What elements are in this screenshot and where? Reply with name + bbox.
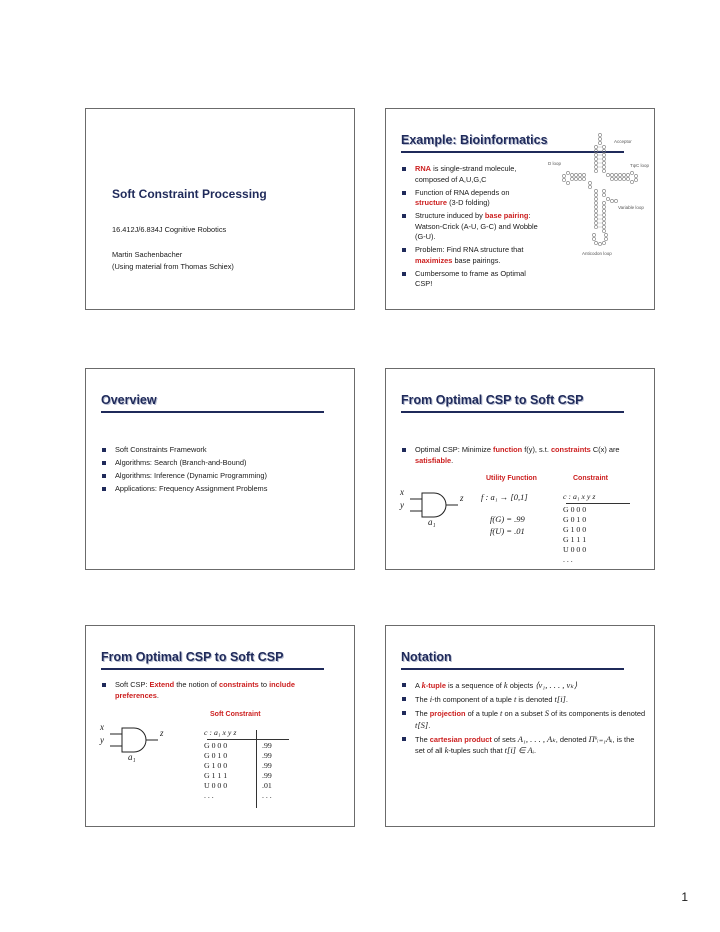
fig-label-tpcloop: TψC loop (630, 163, 649, 168)
gate-output-z: z (460, 493, 464, 503)
slide-heading: Notation (401, 650, 452, 664)
bullet-item: Soft Constraints Framework (102, 445, 332, 456)
utility-def: f : a₁ → [0,1] (481, 492, 528, 502)
heading-rule (401, 668, 624, 670)
page-number: 1 (681, 890, 688, 904)
bullet-item: Applications: Frequency Assignment Problems (102, 484, 332, 495)
heading-rule (401, 411, 624, 413)
bullet-item: Soft CSP: Extend the notion of constraints to include preferences. (102, 680, 327, 701)
gate-output-z: z (160, 728, 164, 738)
table-value: .99 (262, 771, 272, 780)
utility-fg: f(G) = .99 (490, 514, 525, 524)
table-value: . . . (262, 791, 272, 800)
slide-bioinformatics (385, 108, 655, 310)
gate-input-x: x (400, 487, 404, 497)
gate-input-y: y (400, 500, 404, 510)
bullet-item: Optimal CSP: Minimize function f(y), s.t. constraints C(x) are satisfiable. (402, 445, 627, 466)
slide-heading: From Optimal CSP to Soft CSP (401, 393, 584, 407)
constraint-header: c : a₁ x y z (563, 492, 596, 501)
table-row: G 1 1 1 (563, 535, 587, 544)
bullet-item: A k-tuple is a sequence of k objects ⟨v₁, . . . , vₖ⟩ (402, 680, 646, 692)
table-row: . . . (563, 555, 573, 564)
gate-input-x: x (100, 722, 104, 732)
table-value: .99 (262, 751, 272, 760)
utility-function-label: Utility Function (486, 475, 537, 482)
constraint-label: Constraint (573, 475, 608, 482)
course-label: 16.412J/6.834J Cognitive Robotics (112, 225, 227, 234)
bullet-item: Cumbersome to frame as Optimal CSP! (402, 269, 542, 290)
gate-label-a1: a₁ (428, 517, 436, 527)
table-row: G 1 1 1 (204, 771, 228, 780)
slide-optimal-to-soft (385, 368, 655, 570)
bullet-item: The cartesian product of sets A₁, . . . , Aₖ, denoted Πᵏᵢ₌₁Aᵢ, is the set of all k-tuples such that t[i] ∈ Aᵢ. (402, 734, 646, 757)
table-row: G 0 1 0 (204, 751, 228, 760)
soft-constraint-label: Soft Constraint (210, 711, 261, 718)
slide-heading: Example: Bioinformatics (401, 133, 548, 147)
bullet-item: Algorithms: Search (Branch-and-Bound) (102, 458, 332, 469)
slide-notation (385, 625, 655, 827)
table-vertical-divider (256, 730, 257, 808)
heading-rule (101, 668, 324, 670)
table-value: .99 (262, 741, 272, 750)
gate-label-a1: a₁ (128, 752, 136, 762)
heading-rule (101, 411, 324, 413)
slide-title (85, 108, 355, 310)
constraint-header: c : a₁ x y z (204, 728, 237, 737)
table-row: G 0 0 0 (204, 741, 228, 750)
table-divider (566, 503, 630, 504)
fig-label-anticodon: Anticodon loop (582, 251, 612, 256)
slide-main-title: Soft Constraint Processing (112, 187, 267, 201)
table-row: U 0 0 0 (563, 545, 587, 554)
fig-label-variable: Variable loop (618, 205, 644, 210)
bullet-item: Problem: Find RNA structure that maximizes base pairings. (402, 245, 542, 266)
table-value: .01 (262, 781, 272, 790)
slide-soft-constraint (85, 625, 355, 827)
table-row: G 1 0 0 (563, 525, 587, 534)
gate-input-y: y (100, 735, 104, 745)
table-row: . . . (204, 791, 214, 800)
bullet-item: Structure induced by base pairing: Watson-Crick (A-U, G-C) and Wobble (G-U). (402, 211, 542, 243)
table-row: G 0 0 0 (563, 505, 587, 514)
bullet-list (402, 445, 627, 469)
credit-label: (Using material from Thomas Schiex) (112, 262, 234, 271)
fig-label-acceptor: Acceptor (614, 139, 632, 144)
utility-fu: f(U) = .01 (490, 526, 525, 536)
fig-label-dloop: D loop (548, 161, 562, 166)
slide-heading: From Optimal CSP to Soft CSP (101, 650, 284, 664)
bullet-item: The i-th component of a tuple t is denoted t[i]. (402, 694, 646, 706)
bullet-item: Function of RNA depends on structure (3-D folding) (402, 188, 542, 209)
bullet-item: Algorithms: Inference (Dynamic Programming) (102, 471, 332, 482)
table-divider (207, 739, 289, 740)
slide-overview (85, 368, 355, 570)
author-label: Martin Sachenbacher (112, 250, 183, 259)
bullet-list (102, 680, 327, 704)
trna-structure-figure (546, 129, 654, 289)
table-row: G 0 1 0 (563, 515, 587, 524)
bullet-item: The projection of a tuple t on a subset S of its components is denoted t[S]. (402, 708, 646, 731)
table-row: U 0 0 0 (204, 781, 228, 790)
table-value: .99 (262, 761, 272, 770)
bullet-item: RNA is single-strand molecule, composed of A,U,G,C (402, 164, 542, 185)
table-row: G 1 0 0 (204, 761, 228, 770)
bullet-list (402, 680, 646, 759)
bullet-list (402, 164, 542, 292)
bullet-list (102, 445, 332, 497)
slide-heading: Overview (101, 393, 157, 407)
